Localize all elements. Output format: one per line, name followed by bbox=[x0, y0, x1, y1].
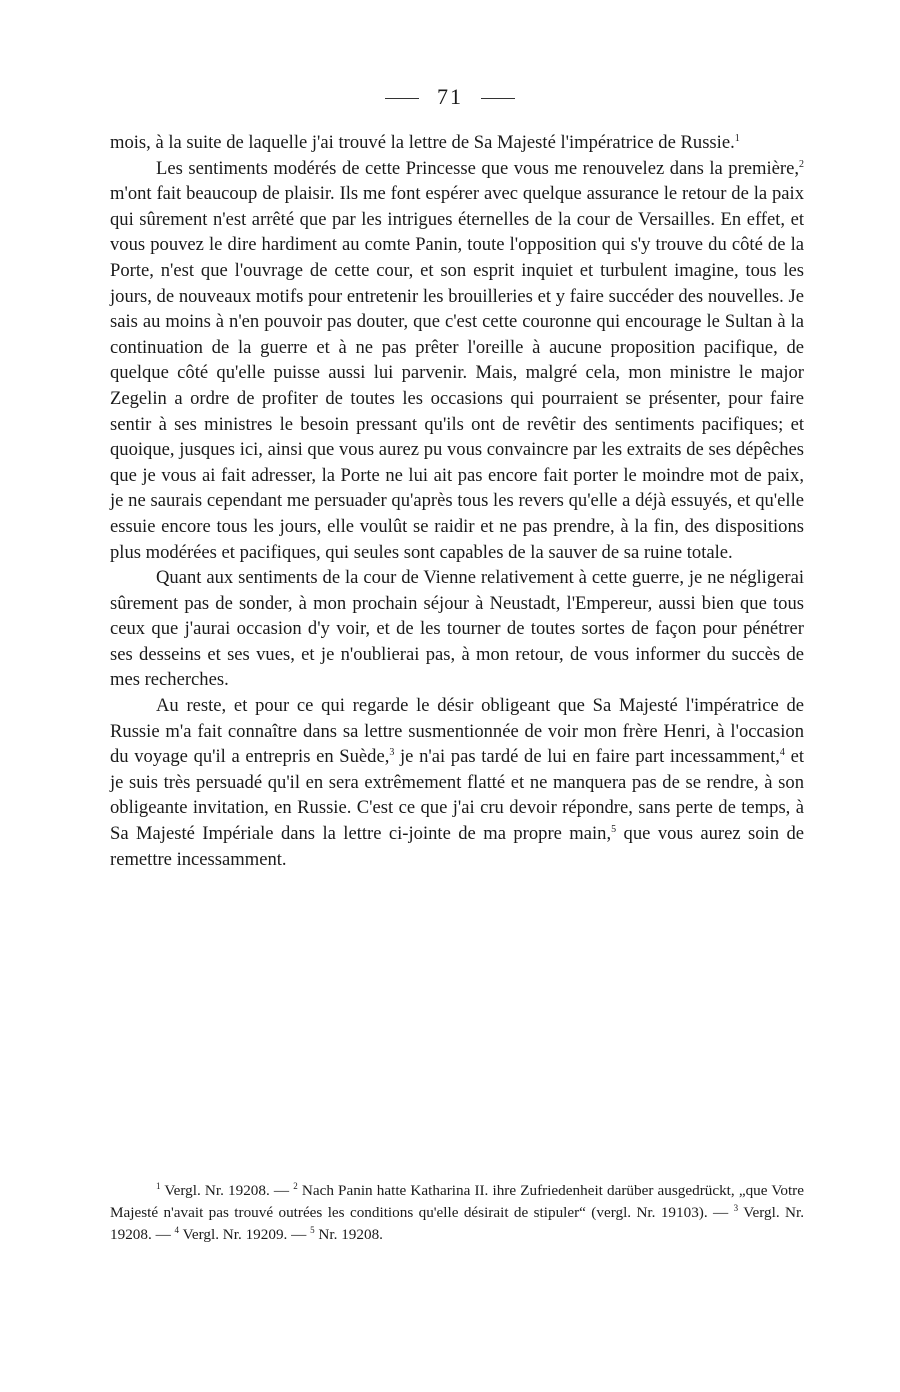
footnote-marker: 4 bbox=[174, 1224, 180, 1235]
footnote-marker: 4 bbox=[779, 747, 785, 759]
text-run: m'ont fait beaucoup de plaisir. Ils me font espérer avec quelque assurance le retour de la paix qui sûrement n'est arrêté que par les intrigues éternelles de la cour de Versailles. En effet, et vous pouvez le dire hardiment au comte Panin, toute l'opposition qui s'y trouve du côté de la Porte, n'est que l'ouvrage de cette cour, et son esprit inquiet et turbulent imagine, tous les jours, de nouveaux motifs pour entretenir les brouilleries et y faire succéder des nouvelles. Je sais au moins à n'en pouvoir pas douter, que c'est cette couronne qui encourage le Sultan à la continuation de la guerre et à ne pas prêter l'oreille à aucune proposition pacifique, de quelque côté qu'elle puisse aussi lui parvenir. Mais, malgré cela, mon ministre le major Zegelin a ordre de profiter de toutes les occasions qui pourraient se présenter, pour faire sentir à ses ministres le besoin pressant qu'ils ont de revêtir des sentiments pacifiques; et quoique, jusques ici, ainsi que vous aurez pu vous convaincre par les extraits de ses dépêches que je vous ai fait adresser, la Porte ne lui ait pas encore fait porter le moindre mot de paix, je ne saurais cependant me persuader qu'après tous les revers qu'elle a déjà essuyés, et qu'elle essuie encore tous les jours, elle voulût se raidir et ne pas prendre, à la fin, des dispositions plus modérées et pacifiques, qui seules sont capables de la sauver de sa ruine totale. bbox=[110, 183, 804, 563]
text-run: je n'ai pas tardé de lui en faire part incessamment, bbox=[394, 746, 780, 768]
footnote-marker: 3 bbox=[389, 747, 395, 759]
text-run: que vous aurez soin de remettre incessamment. bbox=[110, 823, 804, 870]
text-run: Vergl. Nr. 19209. — bbox=[179, 1226, 311, 1243]
body-text bbox=[110, 130, 804, 872]
footnotes bbox=[110, 1180, 804, 1246]
header-dash-right bbox=[481, 98, 515, 99]
footnote-marker: 2 bbox=[293, 1180, 298, 1191]
text-run: Vergl. Nr. 19208. — bbox=[160, 1182, 294, 1199]
text-run: Quant aux sentiments de la cour de Vienne relativement à cette guerre, je ne négligerai sûrement pas de sonder, à mon prochain séjour à Neustadt, l'Empereur, aussi bien que tous ceux que j'aurai occasion d'y voir, et de les tourner de toutes sortes de façon pour pénétrer ses desseins et ses vues, et je n'oublierai pas, à mon retour, de vous informer du succès de mes recherches. bbox=[110, 567, 804, 691]
footnote-marker: 5 bbox=[611, 823, 617, 835]
footnote-marker: 1 bbox=[734, 132, 740, 144]
text-run: Au reste, et pour ce qui regarde le désir obligeant que Sa Majesté l'impératrice de Russie m'a fait connaître dans sa lettre susmentionnée de voir mon frère Henri, à l'occasion du voyage qu'il a entrepris en Suède, bbox=[110, 695, 804, 768]
header-dash-left bbox=[385, 98, 419, 99]
footnote-paragraph bbox=[110, 1180, 804, 1246]
page-number: 71 bbox=[437, 84, 463, 109]
text-run: Vergl. Nr. 19208. — bbox=[110, 1204, 804, 1243]
paragraph bbox=[110, 156, 804, 566]
footnote-marker: 3 bbox=[733, 1202, 739, 1213]
footnote-marker: 1 bbox=[156, 1180, 161, 1191]
paragraph bbox=[110, 130, 804, 156]
text-run: Les sentiments modérés de cette Princesse que vous me renouvelez dans la première, bbox=[156, 157, 799, 179]
text-run: Nach Panin hatte Katharina II. ihre Zufriedenheit darüber ausgedrückt, „que Votre Majesté n'avait pas trouvé outrées les conditions qu'elle désirait de stipuler“ (vergl. Nr. 19103). — bbox=[110, 1182, 804, 1221]
footnote-marker: 5 bbox=[310, 1224, 315, 1235]
footnote-marker: 2 bbox=[799, 158, 804, 170]
text-run: mois, à la suite de laquelle j'ai trouvé la lettre de Sa Majesté l'impératrice de Russie. bbox=[110, 132, 735, 153]
paragraph bbox=[110, 565, 804, 693]
text-run: et je suis très persuadé qu'il en sera extrêmement flatté et ne manquera pas de se rendre, à son obligeante invitation, en Russie. C'est ce que j'ai cru devoir répondre, sans perte de temps, à Sa Majesté Impériale dans la lettre ci-jointe de ma propre main, bbox=[110, 746, 804, 845]
text-run: Nr. 19208. bbox=[314, 1226, 383, 1243]
paragraph bbox=[110, 693, 804, 872]
page-header bbox=[0, 84, 900, 110]
